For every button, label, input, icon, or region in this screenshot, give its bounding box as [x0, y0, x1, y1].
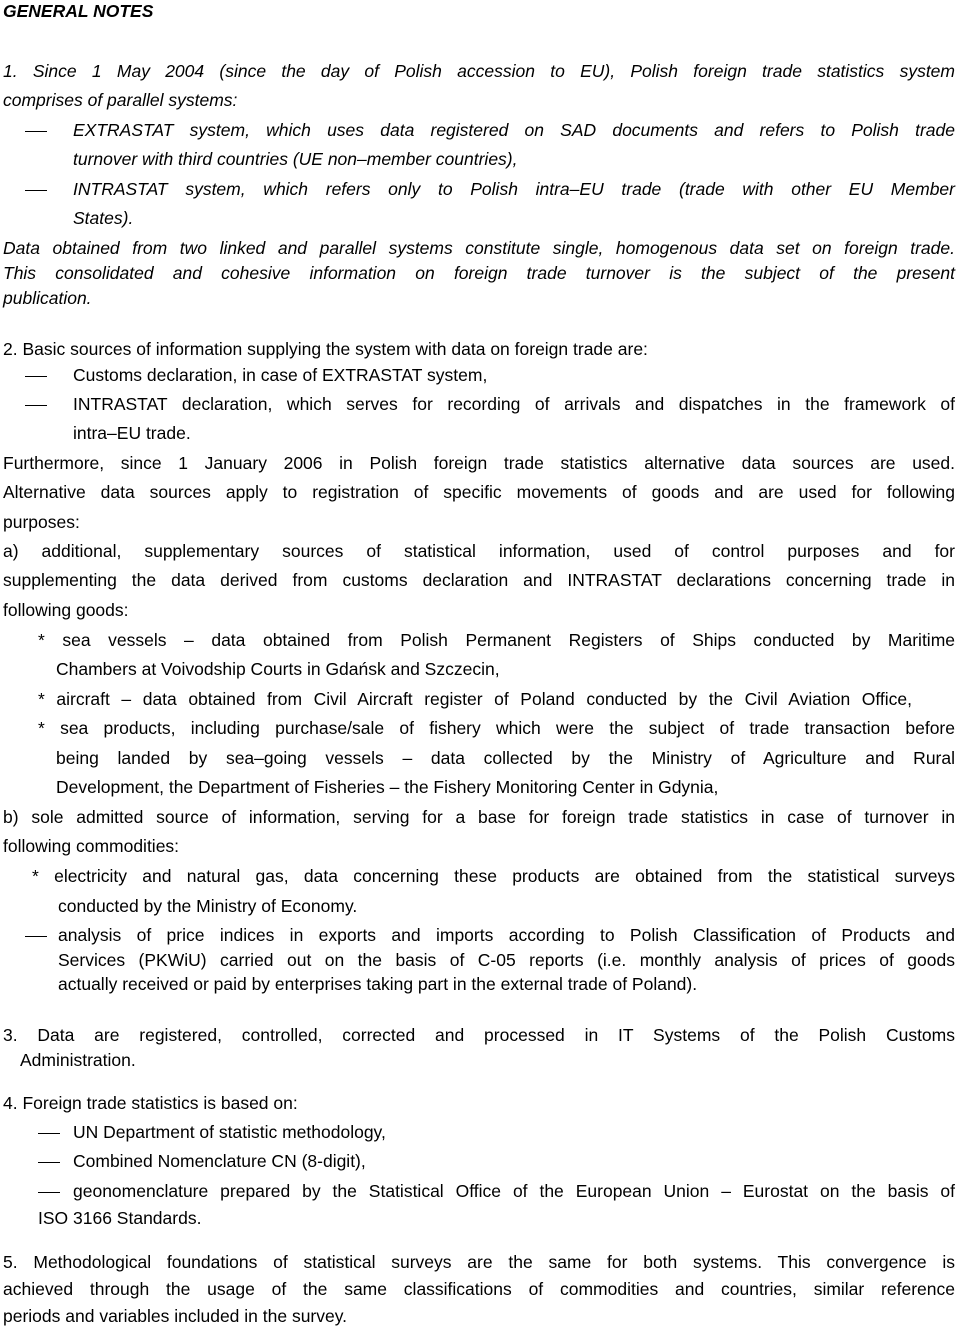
page-title: GENERAL NOTES [3, 1, 154, 21]
note2-line1: 2. Basic sources of information supplying the system with data on foreign trade are: [3, 339, 648, 359]
note2-further-line1: Furthermore, since 1 January 2006 in Polish foreign trade statistics alternative data sources are used. [3, 453, 955, 473]
note4-bullet1: UN Department of statistic methodology, [73, 1122, 386, 1142]
bullet-dash [25, 190, 47, 191]
note2-aircraft: * aircraft – data obtained from Civil Aircraft register of Poland conducted by the Civil Aviation Office, [38, 689, 912, 709]
note2-bullet2-line2: intra–EU trade. [73, 423, 191, 443]
note1-para2-line2: publication. [3, 288, 92, 308]
bullet-dash [25, 405, 47, 406]
note2-price-line3: actually received or paid by enterprises taking part in the external trade of Poland). [58, 974, 698, 994]
note1-bullet1-line1: EXTRASTAT system, which uses data registered on SAD documents and refers to Polish trade [73, 120, 955, 140]
bullet-dash [38, 1133, 60, 1134]
bullet-dash [25, 376, 47, 377]
note2-price-line1: analysis of price indices in exports and imports according to Polish Classification of Products and [58, 925, 955, 945]
note2-b-line1: b) sole admitted source of information, serving for a base for foreign trade statistics in case of turnover in [3, 807, 955, 827]
note2-electricity-line2: conducted by the Ministry of Economy. [58, 896, 358, 916]
note4-bullet3-line2: ISO 3166 Standards. [38, 1208, 202, 1228]
note5-line2: achieved through the usage of the same classifications of commodities and countries, similar reference [3, 1279, 955, 1299]
bullet-dash [38, 1162, 60, 1163]
note1-para1: Data obtained from two linked and parallel systems constitute single, homogenous data set on foreign trade. [3, 238, 955, 258]
bullet-dash [38, 1192, 60, 1193]
note2-bullet1: Customs declaration, in case of EXTRASTAT system, [73, 365, 488, 385]
note2-further-line2: Alternative data sources apply to registration of specific movements of goods and are used for following [3, 482, 955, 502]
note4-line1: 4. Foreign trade statistics is based on: [3, 1093, 298, 1113]
note5-line1: 5. Methodological foundations of statistical surveys are the same for both systems. This convergence is [3, 1252, 955, 1272]
note2-bullet2-line1: INTRASTAT declaration, which serves for recording of arrivals and dispatches in the framework of [73, 394, 955, 414]
note4-bullet2: Combined Nomenclature CN (8-digit), [73, 1151, 366, 1171]
note2-a-line1: a) additional, supplementary sources of statistical information, used of control purposes and for [3, 541, 955, 561]
note2-sea-products-line1: * sea products, including purchase/sale of fishery which were the subject of trade transaction before [38, 718, 955, 738]
note1-bullet2-line1: INTRASTAT system, which refers only to Polish intra–EU trade (trade with other EU Member [73, 179, 955, 199]
note2-ships-line1: * sea vessels – data obtained from Polish Permanent Registers of Ships conducted by Maritime [38, 630, 955, 650]
note2-price-line2: Services (PKWiU) carried out on the basis of C-05 reports (i.e. monthly analysis of prices of goods [58, 950, 955, 970]
note2-sea-products-line3: Development, the Department of Fisheries – the Fishery Monitoring Center in Gdynia, [56, 777, 719, 797]
note3-line2: Administration. [20, 1050, 136, 1070]
note2-ships-line2: Chambers at Voivodship Courts in Gdańsk and Szczecin, [56, 659, 500, 679]
note3-line1: 3. Data are registered, controlled, corrected and processed in IT Systems of the Polish Customs [3, 1025, 955, 1045]
note2-a-line2: supplementing the data derived from customs declaration and INTRASTAT declarations concerning trade in [3, 570, 955, 590]
bullet-dash [25, 936, 47, 937]
note1-bullet1-line2: turnover with third countries (UE non–member countries), [73, 149, 518, 169]
note5-line3: periods and variables included in the survey. [3, 1306, 348, 1326]
note4-bullet3-line1: geonomenclature prepared by the Statistical Office of the European Union – Eurostat on the basis of [73, 1181, 955, 1201]
note1-line1: 1. Since 1 May 2004 (since the day of Polish accession to EU), Polish foreign trade statistics system [3, 61, 955, 81]
note1-line2: comprises of parallel systems: [3, 90, 238, 110]
note2-a-line3: following goods: [3, 600, 129, 620]
bullet-dash [25, 131, 47, 132]
note1-bullet2-line2: States). [73, 208, 134, 228]
note2-electricity-line1: * electricity and natural gas, data concerning these products are obtained from the statistical surveys [32, 866, 955, 886]
note2-sea-products-line2: being landed by sea–going vessels – data collected by the Ministry of Agriculture and Rural [56, 748, 955, 768]
note1-para2-line1: This consolidated and cohesive information on foreign trade turnover is the subject of the present [3, 263, 955, 283]
note2-further-line3: purposes: [3, 512, 80, 532]
note2-b-line2: following commodities: [3, 836, 180, 856]
